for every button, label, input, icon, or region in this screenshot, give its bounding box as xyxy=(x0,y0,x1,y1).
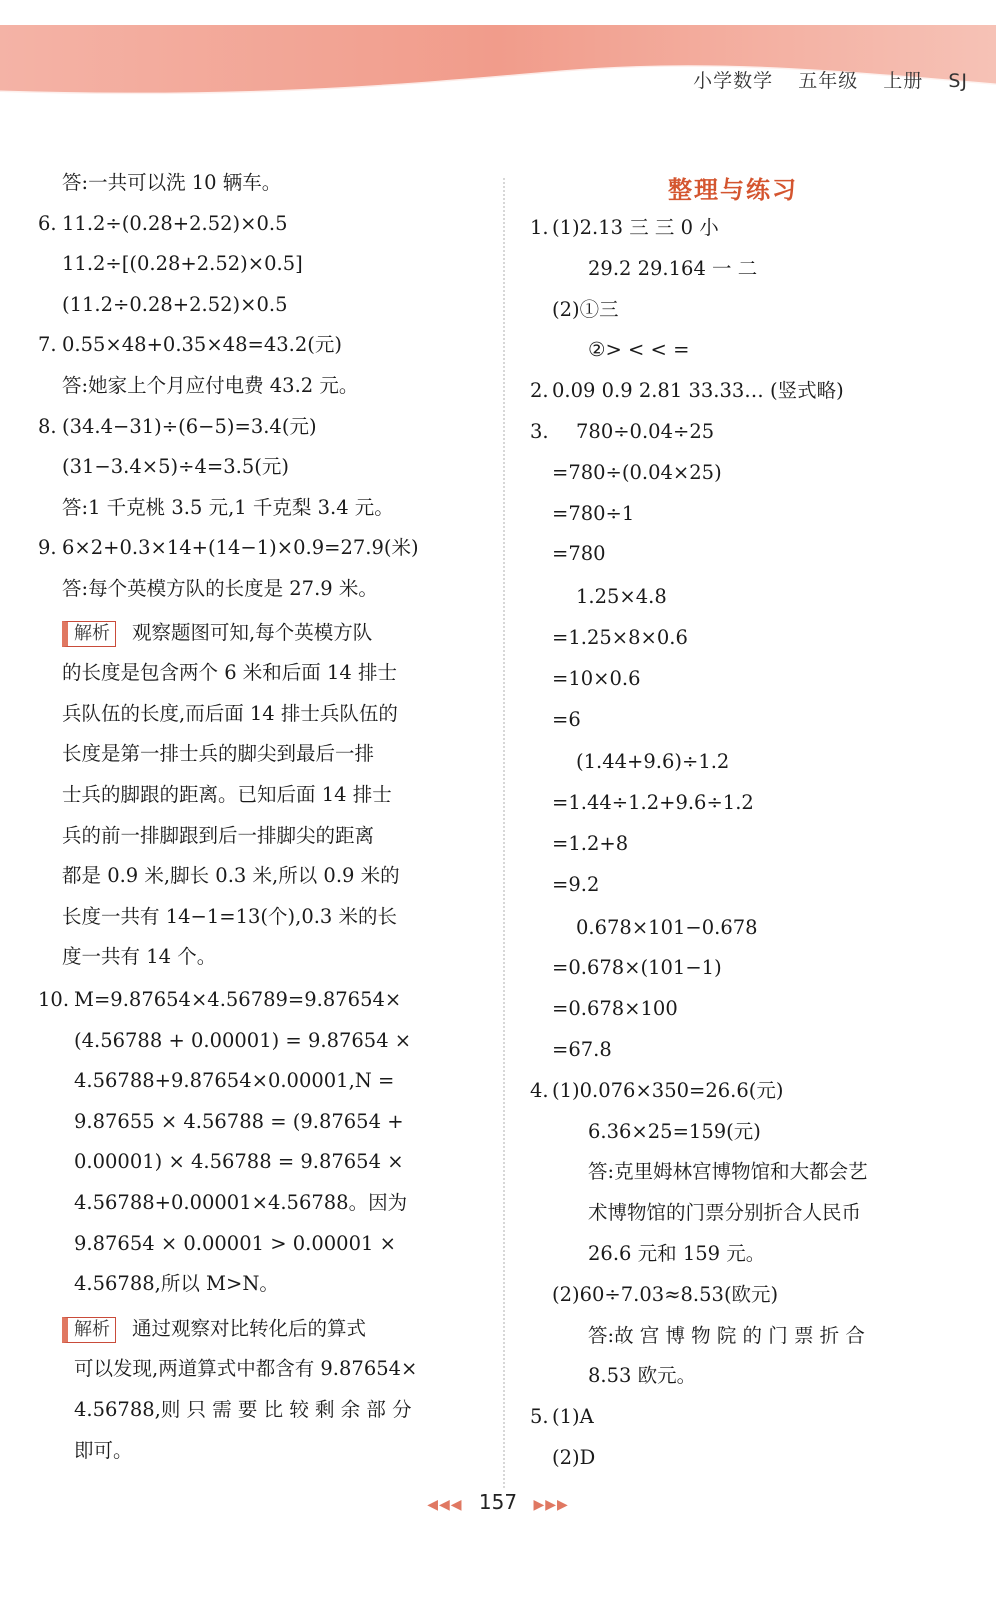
line-text: M=9.87654×4.56789=9.87654× xyxy=(74,988,402,1011)
line-text: 通过观察对比转化后的算式 xyxy=(132,1317,367,1340)
line-text: =1.44÷1.2+9.6÷1.2 xyxy=(552,791,754,814)
grade-label: 五年级 xyxy=(798,70,859,92)
answer-line xyxy=(62,944,216,970)
line-text: 即可。 xyxy=(74,1439,133,1462)
answer-line xyxy=(38,987,402,1013)
answer-line xyxy=(588,1363,696,1389)
line-text: 4.56788+0.00001×4.56788。因为 xyxy=(74,1191,408,1214)
line-text: (34.4−31)÷(6−5)=3.4(元) xyxy=(62,415,317,438)
line-text: 答:她家上个月应付电费 43.2 元。 xyxy=(62,374,359,397)
answer-line xyxy=(530,419,715,445)
line-text: 4.56788,则 只 需 要 比 较 剩 余 部 分 xyxy=(74,1398,412,1421)
answer-line xyxy=(588,1159,868,1185)
answer-line xyxy=(552,501,634,527)
line-text: (2)60÷7.03≈8.53(欧元) xyxy=(552,1283,779,1306)
answer-line xyxy=(74,1271,279,1297)
answer-line xyxy=(62,701,398,727)
line-text: 0.55×48+0.35×48=43.2(元) xyxy=(62,333,342,356)
question-number: 2. xyxy=(530,379,549,402)
line-text: (2)D xyxy=(552,1446,596,1469)
line-text: =780÷(0.04×25) xyxy=(552,461,722,484)
question-number: 1. xyxy=(530,216,549,239)
answer-line xyxy=(552,996,678,1022)
analysis-tag: 解析 xyxy=(62,1317,116,1343)
answer-line xyxy=(74,1149,404,1175)
answer-line xyxy=(588,1323,865,1349)
answer-line xyxy=(530,215,719,241)
line-text: 6.36×25=159(元) xyxy=(588,1120,761,1143)
book-info xyxy=(675,66,968,93)
line-text: =1.2+8 xyxy=(552,832,629,855)
answer-line xyxy=(74,1438,133,1464)
page-footer xyxy=(0,1490,996,1514)
line-text: 兵队伍的长度,而后面 14 排士兵队伍的 xyxy=(62,702,398,725)
answer-line xyxy=(38,414,317,440)
prev-arrows-icon: ◀◀◀ xyxy=(427,1497,463,1513)
answer-line xyxy=(74,1109,404,1135)
answer-line xyxy=(576,915,758,941)
line-text: 的长度是包含两个 6 米和后面 14 排士 xyxy=(62,661,398,684)
line-text: 观察题图可知,每个英模方队 xyxy=(132,621,373,644)
line-text: (31−3.4×5)÷4=3.5(元) xyxy=(62,455,289,478)
line-text: 0.09 0.9 2.81 33.33… (竖式略) xyxy=(552,379,844,402)
answer-line xyxy=(530,1404,594,1430)
answer-line xyxy=(552,1282,778,1308)
line-text: =780 xyxy=(552,542,606,565)
line-text: 0.00001) × 4.56788 = 9.87654 × xyxy=(74,1150,404,1173)
answer-line xyxy=(38,535,419,561)
line-text: 术博物馆的门票分别折合人民币 xyxy=(588,1201,862,1224)
answer-line xyxy=(552,1445,595,1471)
answer-line xyxy=(62,782,392,808)
answer-line xyxy=(62,823,374,849)
line-text: 29.2 29.164 一 二 xyxy=(588,257,758,280)
line-text: 4.56788+9.87654×0.00001,N = xyxy=(74,1069,395,1092)
question-number: 7. xyxy=(38,333,57,356)
answer-line xyxy=(38,332,342,358)
line-text: 士兵的脚跟的距离。已知后面 14 排士 xyxy=(62,783,392,806)
question-number: 4. xyxy=(530,1079,549,1102)
line-text: =1.25×8×0.6 xyxy=(552,626,688,649)
answer-line xyxy=(74,1190,407,1216)
answer-line xyxy=(588,337,689,363)
answer-line xyxy=(62,863,400,889)
answer-line xyxy=(552,955,722,981)
question-number: 10. xyxy=(38,988,70,1011)
subject-label: 小学数学 xyxy=(693,70,774,92)
header-banner xyxy=(0,0,996,120)
answer-line xyxy=(552,666,641,692)
answer-line xyxy=(588,1241,765,1267)
question-number: 8. xyxy=(38,415,57,438)
line-text: 长度一共有 14−1=13(个),0.3 米的长 xyxy=(62,905,398,928)
edition-label: SJ xyxy=(948,70,968,92)
line-text: ②> < < = xyxy=(588,338,690,361)
line-text: =67.8 xyxy=(552,1038,612,1061)
line-text: (1.44+9.6)÷1.2 xyxy=(576,750,730,773)
line-text: (1)A xyxy=(552,1405,594,1428)
analysis-tag: 解析 xyxy=(62,621,116,647)
answer-line xyxy=(588,1119,761,1145)
banner-wave xyxy=(0,0,996,120)
answer-line xyxy=(552,460,722,486)
answer-line xyxy=(552,831,628,857)
column-divider xyxy=(503,178,505,1488)
answer-line xyxy=(552,872,599,898)
line-text: 0.678×101−0.678 xyxy=(576,916,758,939)
line-text: 6×2+0.3×14+(14−1)×0.9=27.9(米) xyxy=(62,536,419,559)
answer-line xyxy=(552,297,619,323)
line-text: 1.25×4.8 xyxy=(576,585,667,608)
answer-line xyxy=(588,256,757,282)
line-text: 答:每个英模方队的长度是 27.9 米。 xyxy=(62,577,378,600)
line-text: 兵的前一排脚跟到后一排脚尖的距离 xyxy=(62,824,375,847)
line-text: 答:一共可以洗 10 辆车。 xyxy=(62,171,282,194)
answer-line xyxy=(74,1028,411,1054)
line-text: 11.2÷(0.28+2.52)×0.5 xyxy=(62,212,288,235)
answer-line xyxy=(74,1068,394,1094)
answer-line xyxy=(62,1316,366,1343)
answer-line xyxy=(62,373,358,399)
answer-line xyxy=(62,620,372,647)
line-text: =9.2 xyxy=(552,873,600,896)
question-number: 9. xyxy=(38,536,57,559)
answer-line xyxy=(552,1037,612,1063)
line-text: 度一共有 14 个。 xyxy=(62,945,217,968)
line-text: =0.678×100 xyxy=(552,997,678,1020)
line-text: 26.6 元和 159 元。 xyxy=(588,1242,766,1265)
question-number: 5. xyxy=(530,1405,549,1428)
answer-line xyxy=(576,749,729,775)
line-text: 都是 0.9 米,脚长 0.3 米,所以 0.9 米的 xyxy=(62,864,400,887)
answer-line xyxy=(588,1200,861,1226)
line-text: 长度是第一排士兵的脚尖到最后一排 xyxy=(62,742,375,765)
volume-label: 上册 xyxy=(883,70,924,92)
answer-line xyxy=(530,378,844,404)
answer-line xyxy=(552,541,606,567)
answer-line xyxy=(62,251,303,277)
answer-line xyxy=(74,1397,412,1423)
answer-line xyxy=(62,576,378,602)
line-text: 9.87655 × 4.56788 = (9.87654 + xyxy=(74,1110,404,1133)
answer-line xyxy=(552,790,754,816)
answer-line xyxy=(62,170,281,196)
answer-line xyxy=(74,1231,396,1257)
line-text: (1)2.13 三 三 0 小 xyxy=(552,216,719,239)
line-text: (11.2÷0.28+2.52)×0.5 xyxy=(62,293,288,316)
line-text: 11.2÷[(0.28+2.52)×0.5] xyxy=(62,252,303,275)
line-text: 答:1 千克桃 3.5 元,1 千克梨 3.4 元。 xyxy=(62,496,394,519)
answer-line xyxy=(530,1078,784,1104)
answer-line xyxy=(62,660,397,686)
answer-line xyxy=(576,584,667,610)
answer-line xyxy=(552,707,581,733)
line-text: 780÷0.04÷25 xyxy=(576,420,715,443)
page-number: 157 xyxy=(478,1490,518,1514)
line-text: =780÷1 xyxy=(552,502,635,525)
line-text: =6 xyxy=(552,708,581,731)
answer-line xyxy=(552,625,688,651)
answer-line xyxy=(74,1356,417,1382)
line-text: (1)0.076×350=26.6(元) xyxy=(552,1079,784,1102)
line-text: (2)①三 xyxy=(552,298,619,321)
question-number: 3. xyxy=(530,420,549,443)
line-text: =10×0.6 xyxy=(552,667,641,690)
answer-line xyxy=(62,292,288,318)
answer-line xyxy=(38,211,288,237)
line-text: (4.56788 + 0.00001) = 9.87654 × xyxy=(74,1029,412,1052)
section-title: 整理与练习 xyxy=(668,176,798,204)
answer-line xyxy=(62,741,374,767)
line-text: 9.87654 × 0.00001 > 0.00001 × xyxy=(74,1232,396,1255)
question-number: 6. xyxy=(38,212,57,235)
line-text: 可以发现,两道算式中都含有 9.87654× xyxy=(74,1357,418,1380)
line-text: 4.56788,所以 M>N。 xyxy=(74,1272,279,1295)
line-text: 答:克里姆林宫博物馆和大都会艺 xyxy=(588,1160,868,1183)
line-text: 8.53 欧元。 xyxy=(588,1364,697,1387)
answer-line xyxy=(62,904,397,930)
line-text: 答:故 宫 博 物 院 的 门 票 折 合 xyxy=(588,1324,865,1347)
line-text: =0.678×(101−1) xyxy=(552,956,722,979)
answer-line xyxy=(62,495,394,521)
next-arrows-icon: ▶▶▶ xyxy=(533,1497,569,1513)
answer-line xyxy=(62,454,289,480)
